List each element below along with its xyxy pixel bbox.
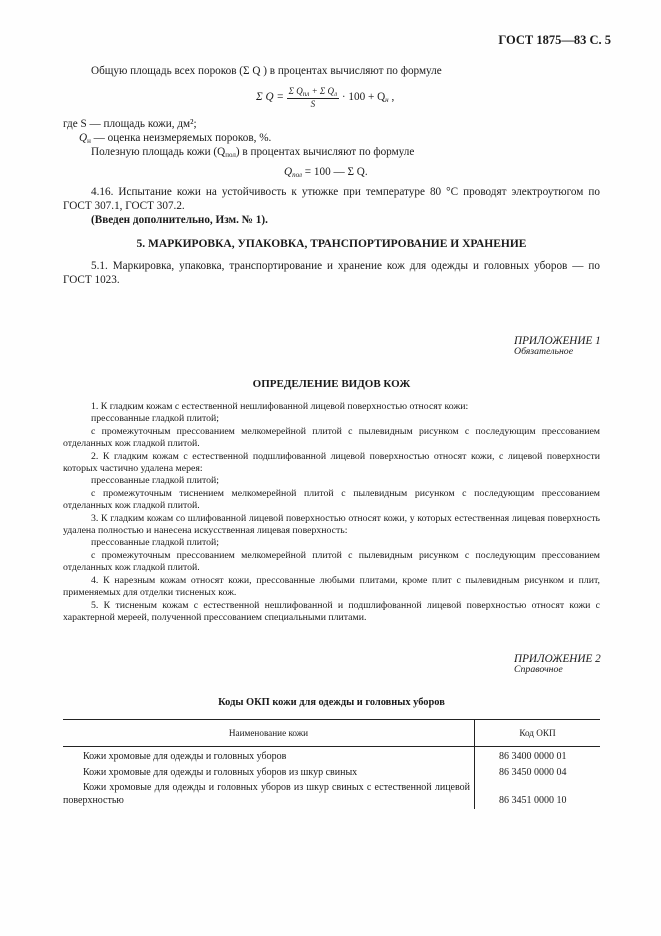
table-row (63, 781, 600, 809)
appendix1-paragraph: 5. К тисненым кожам с естественной нешлифованной и подшлифованной лицевой поверхностью относят кожи с характерной мереей, полученной прессованием специальными плитами. (63, 599, 600, 623)
appendix1-paragraph: с промежуточным тиснением мелкомерейной плитой с пылевидным рисунком с последующим прессованием отделанных кож гладкой плитой. (63, 487, 600, 512)
table-title: Коды ОКП кожи для одежды и головных уборов (218, 697, 445, 708)
formula-useful-area: $Q_{пол} = 100$ — Σ Q. (284, 166, 368, 179)
formula2-intro: Полезную площадь кожи $(Q_{пол})$ в процентах вычисляют по формуле (91, 146, 415, 159)
appendix1-paragraph: 3. К гладким кожам со шлифованной лицевой поверхностью относят кожи, у которых естественная лицевая поверхность удалена полностью и нанесена искусственная лицевая поверхность: (63, 512, 600, 537)
appendix1-paragraph: с промежуточным прессованием мелкомерейной плитой с пылевидным рисунком с последующим прессованием отделанных кож гладкой плитой. (63, 425, 600, 450)
row-name: Кожи хромовые для одежды и головных уборов из шкур свиных с естественной лицевой поверхностью (63, 781, 475, 809)
appendix1-paragraph: 1. К гладким кожам с естественной нешлифованной лицевой поверхностью относят кожи: (91, 401, 469, 412)
clause-4-16: 4.16. Испытание кожи на устойчивость к утюжке при температуре 80 °С проводят электроутюгом по ГОСТ 307.1, ГОСТ 307.2. (63, 186, 600, 212)
where-s-line: где S — площадь кожи, дм²; (63, 118, 197, 130)
appendix1-label: ПРИЛОЖЕНИЕ 1 (514, 335, 601, 347)
row-code: 86 3451 0000 10 (499, 794, 567, 806)
row-name: Кожи хромовые для одежды и головных уборов из шкур свиных (63, 766, 475, 782)
formula-total-defects: Σ Q = $\frac{\Sigma Q_{пл} + \Sigma Q_л}{S}$ · $100 + Q_н$ , (256, 86, 395, 109)
table-row (63, 747, 600, 766)
table-row (63, 766, 600, 782)
appendix1-paragraph: прессованные гладкой плитой; (91, 537, 220, 549)
appendix1-paragraph: прессованные гладкой плитой; (91, 413, 220, 425)
row-code: 86 3400 0000 01 (499, 751, 567, 762)
where-q-line: $Q_н$ — оценка неизмеряемых пороков, %. (79, 132, 272, 145)
appendix1-body (63, 401, 600, 624)
column-header-code: Код ОКП (475, 720, 601, 747)
appendix2-label: ПРИЛОЖЕНИЕ 2 (514, 653, 601, 665)
page-header: ГОСТ 1875—83 С. 5 (498, 33, 611, 47)
row-name: Кожи хромовые для одежды и головных уборов (63, 747, 475, 766)
appendix1-paragraph: 2. К гладким кожам с естественной подшлифованной лицевой поверхностью относят кожи, с лицевой поверхности которых частично удалена мерея: (63, 450, 600, 475)
column-header-name: Наименование кожи (63, 720, 475, 747)
appendix1-paragraph: с промежуточным прессованием мелкомерейной плитой с пылевидным рисунком с последующим прессованием отделанных кож гладкой плитой. (63, 549, 600, 574)
section-5-heading: 5. МАРКИРОВКА, УПАКОВКА, ТРАНСПОРТИРОВАНИЕ И ХРАНЕНИЕ (136, 238, 527, 250)
appendix1-paragraph: прессованные гладкой плитой; (91, 475, 220, 487)
appendix1-paragraph: 4. К нарезным кожам относят кожи, прессованные любыми плитами, кроме плит с пылевидным рисунком и плит, применяемых для отделки тисненых кож. (63, 574, 600, 599)
appendix1-heading: ОПРЕДЕЛЕНИЕ ВИДОВ КОЖ (252, 378, 411, 390)
formula1-intro: Общую площадь всех пороков (Σ Q ) в процентах вычисляют по формуле (91, 65, 442, 77)
okp-codes-table (63, 719, 600, 809)
appendix1-status: Обязательное (514, 346, 574, 357)
row-code: 86 3450 0000 04 (499, 766, 567, 778)
amendment-note: (Введен дополнительно, Изм. № 1). (91, 214, 268, 226)
appendix2-status: Справочное (514, 664, 563, 675)
table-header-row (63, 720, 600, 747)
clause-5-1: 5.1. Маркировка, упаковка, транспортирование и хранение кож для одежды и головных уборов — по ГОСТ 1023. (63, 260, 600, 286)
